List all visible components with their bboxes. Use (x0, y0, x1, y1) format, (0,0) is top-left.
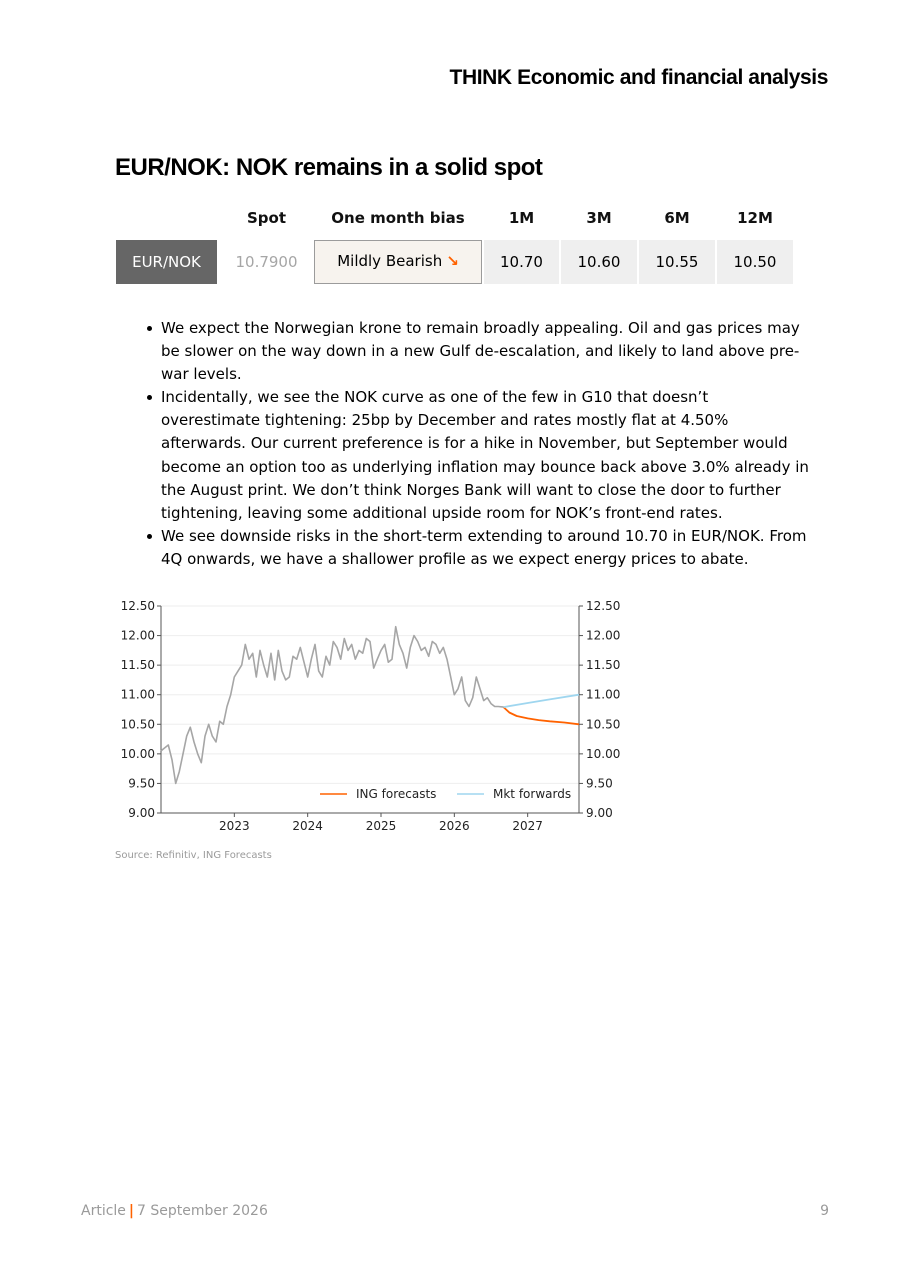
forecast-12m-cell: 10.50 (717, 240, 793, 284)
col-header-1m: 1M (508, 209, 535, 227)
footer-article-date (81, 1203, 268, 1219)
forecast-1m-cell: 10.70 (484, 240, 559, 284)
bias-cell (314, 240, 482, 284)
x-tick-label: 2023 (219, 819, 250, 833)
y-tick-label-right: 9.50 (586, 776, 613, 791)
forecast-table-header (116, 200, 793, 236)
col-header-12m: 12M (737, 209, 773, 227)
forecast-3m-cell: 10.60 (561, 240, 637, 284)
footer-label: Article (81, 1203, 126, 1219)
y-tick-label-left: 10.00 (120, 746, 155, 761)
col-header-spot: Spot (246, 209, 287, 227)
bullet-item: We see downside risks in the short-term extending to around 10.70 in EUR/NOK. From 4Q onwards, we have a shallower profile as we expect energy prices to abate. (161, 525, 811, 571)
legend-ing-forecasts-label: ING forecasts (356, 787, 437, 801)
y-tick-label-right: 11.00 (586, 687, 621, 702)
y-tick-label-left: 11.50 (120, 658, 155, 673)
forecast-table-row (116, 240, 793, 284)
bias-label: Mildly Bearish (337, 252, 443, 270)
y-tick-label-right: 11.50 (586, 658, 621, 673)
y-tick-label-right: 10.00 (586, 746, 621, 761)
trend-down-arrow-icon: ↘ (446, 252, 459, 270)
chart-source: Source: Refinitiv, ING Forecasts (115, 850, 272, 861)
y-tick-label-left: 10.50 (120, 717, 155, 732)
currency-pair-cell: EUR/NOK (116, 240, 217, 284)
col-header-3m: 3M (586, 209, 612, 227)
mkt-forwards-line (504, 695, 580, 707)
y-tick-label-right: 10.50 (586, 717, 621, 732)
y-tick-label-left: 12.00 (120, 628, 155, 643)
bullet-item: Incidentally, we see the NOK curve as one of the few in G10 that doesn’t overestimate tightening: 25bp by December and rates mostly flat at 4.50% afterwards. Our current preference is for a hike in November, but September would become an option too as underlying inflation may bounce back above 3.0% already in the August print. We don’t think Norges Bank will want to close the door to further tightening, leaving some additional upside room for NOK’s front-end rates. (161, 386, 811, 525)
y-tick-label-left: 9.50 (128, 776, 155, 791)
eurnok-line-chart (110, 595, 630, 845)
y-tick-label-right: 12.00 (586, 628, 621, 643)
y-tick-label-left: 11.00 (120, 687, 155, 702)
y-tick-label-right: 12.50 (586, 599, 621, 613)
section-title: EUR/NOK: NOK remains in a solid spot (115, 154, 543, 181)
page-number: 9 (820, 1203, 829, 1219)
footer-separator: | (128, 1203, 135, 1219)
bullet-item: We expect the Norwegian krone to remain broadly appealing. Oil and gas prices may be slower on the way down in a new Gulf de-escalation, and likely to land above pre-war levels. (161, 317, 811, 386)
spot-rate-cell: 10.7900 (219, 240, 314, 284)
legend-mkt-forwards-label: Mkt forwards (493, 787, 572, 801)
col-header-6m: 6M (664, 209, 690, 227)
eurnok-spot-line (161, 627, 504, 784)
x-tick-label: 2026 (439, 819, 470, 833)
col-header-bias: One month bias (331, 209, 465, 227)
y-tick-label-left: 9.00 (128, 806, 155, 820)
footer-date: 7 September 2026 (137, 1203, 268, 1219)
bullet-list (146, 317, 811, 571)
ing-forecast-line (504, 707, 580, 724)
forecast-6m-cell: 10.55 (639, 240, 715, 284)
y-tick-label-left: 12.50 (120, 599, 155, 613)
x-tick-label: 2027 (512, 819, 543, 833)
report-header-title: THINK Economic and financial analysis (449, 66, 828, 89)
x-tick-label: 2025 (365, 819, 397, 833)
x-tick-label: 2024 (292, 819, 323, 833)
y-tick-label-right: 9.00 (586, 806, 613, 820)
